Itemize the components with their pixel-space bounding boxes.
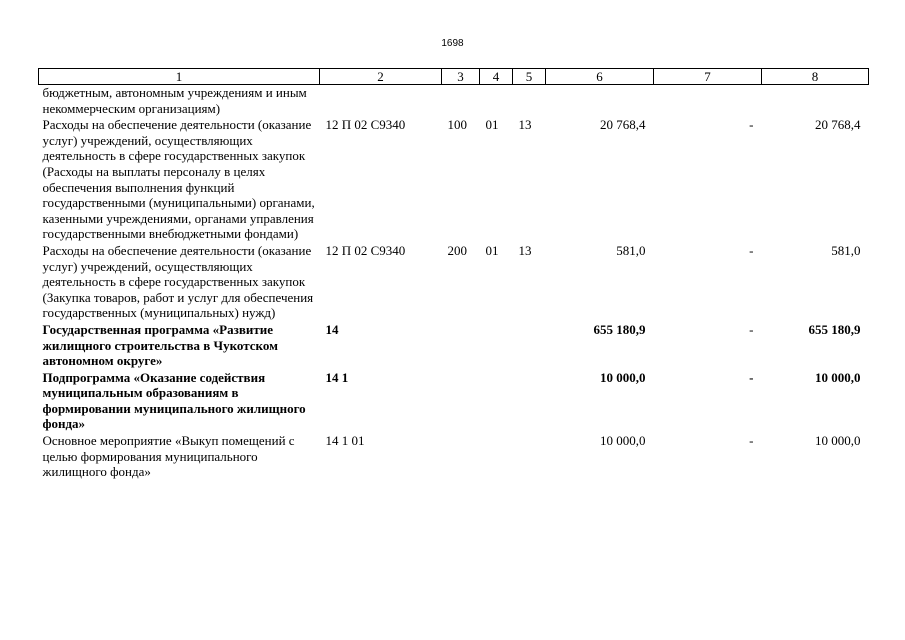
table-row bbox=[39, 322, 869, 370]
row-name: Государственная программа «Развитие жилищного строительства в Чукотском автономном округе» bbox=[42, 321, 278, 369]
row-pr bbox=[513, 322, 546, 370]
row-rz: 01 bbox=[485, 117, 499, 133]
row-col6: 10 000,0 bbox=[600, 369, 646, 385]
column-header-6: 6 bbox=[546, 69, 654, 85]
row-code: 14 1 bbox=[325, 369, 349, 385]
row-name: Основное мероприятие «Выкуп помещений с целью формирования муниципального жилищного фонда» bbox=[42, 433, 295, 480]
row-col6: 581,0 bbox=[616, 242, 646, 258]
row-rz: 01 bbox=[485, 242, 499, 258]
row-col8: 655 180,9 bbox=[808, 321, 861, 337]
header-row bbox=[39, 69, 869, 85]
row-col6: 20 768,4 bbox=[600, 117, 646, 133]
row-col7: - bbox=[749, 117, 754, 133]
row-col8: 581,0 bbox=[831, 242, 861, 258]
column-header-8: 8 bbox=[762, 69, 869, 85]
row-code: 12 П 02 С9340 bbox=[325, 242, 406, 258]
row-col6: 655 180,9 bbox=[593, 321, 646, 337]
row-pr: 13 bbox=[518, 242, 532, 258]
row-vr bbox=[442, 322, 480, 370]
row-code: 14 1 01 bbox=[325, 433, 365, 449]
row-vr: 200 bbox=[447, 242, 467, 258]
row-col7: - bbox=[749, 321, 754, 337]
row-col8: 10 000,0 bbox=[815, 433, 861, 449]
column-header-5: 5 bbox=[513, 69, 546, 85]
row-col7: - bbox=[749, 369, 754, 385]
row-pr bbox=[513, 433, 546, 481]
row-vr: 100 bbox=[447, 117, 467, 133]
row-pr bbox=[513, 85, 546, 118]
row-col7: - bbox=[749, 433, 754, 449]
row-code: 12 П 02 С9340 bbox=[325, 117, 406, 133]
row-col8: 10 000,0 bbox=[815, 369, 861, 385]
row-vr bbox=[442, 370, 480, 433]
row-rz bbox=[480, 370, 513, 433]
row-code: 14 bbox=[325, 321, 339, 337]
column-header-2: 2 bbox=[320, 69, 442, 85]
row-rz bbox=[480, 322, 513, 370]
row-name: Подпрограмма «Оказание содействия муниципальным образованиям в формировании муниципального жилищного фонда» bbox=[42, 369, 306, 432]
row-name: Расходы на обеспечение деятельности (оказание услуг) учреждений, осуществляющих деятельность в сфере государственных закупок (Расходы на выплаты персоналу в целях обеспечения выполнения функций государственными (муниципальными) органами, казенными учреждениями, органами управления государственными внебюджетными фондами) bbox=[42, 117, 315, 242]
row-pr bbox=[513, 370, 546, 433]
table-row bbox=[39, 85, 869, 118]
table-row bbox=[39, 243, 869, 322]
row-code bbox=[320, 85, 442, 118]
table-row bbox=[39, 370, 869, 433]
column-header-7: 7 bbox=[654, 69, 762, 85]
column-header-1: 1 bbox=[39, 69, 320, 85]
table-row bbox=[39, 117, 869, 243]
row-col8 bbox=[762, 85, 869, 118]
row-vr bbox=[442, 85, 480, 118]
row-col8: 20 768,4 bbox=[815, 117, 861, 133]
row-rz bbox=[480, 85, 513, 118]
row-name: Расходы на обеспечение деятельности (оказание услуг) учреждений, осуществляющих деятельность в сфере государственных закупок (Закупка товаров, работ и услуг для обеспечения государственных (муниципальных) нужд) bbox=[42, 242, 314, 321]
row-pr: 13 bbox=[518, 117, 532, 133]
row-col7 bbox=[654, 85, 762, 118]
row-name: бюджетным, автономным учреждениям и иным некоммерческим организациям) bbox=[42, 85, 307, 116]
row-col6 bbox=[546, 85, 654, 118]
column-header-4: 4 bbox=[480, 69, 513, 85]
row-col6: 10 000,0 bbox=[600, 433, 646, 449]
budget-table bbox=[38, 68, 869, 481]
page-number: 1698 bbox=[441, 38, 464, 49]
table-row bbox=[39, 433, 869, 481]
row-col7: - bbox=[749, 242, 754, 258]
column-header-3: 3 bbox=[442, 69, 480, 85]
row-vr bbox=[442, 433, 480, 481]
row-rz bbox=[480, 433, 513, 481]
